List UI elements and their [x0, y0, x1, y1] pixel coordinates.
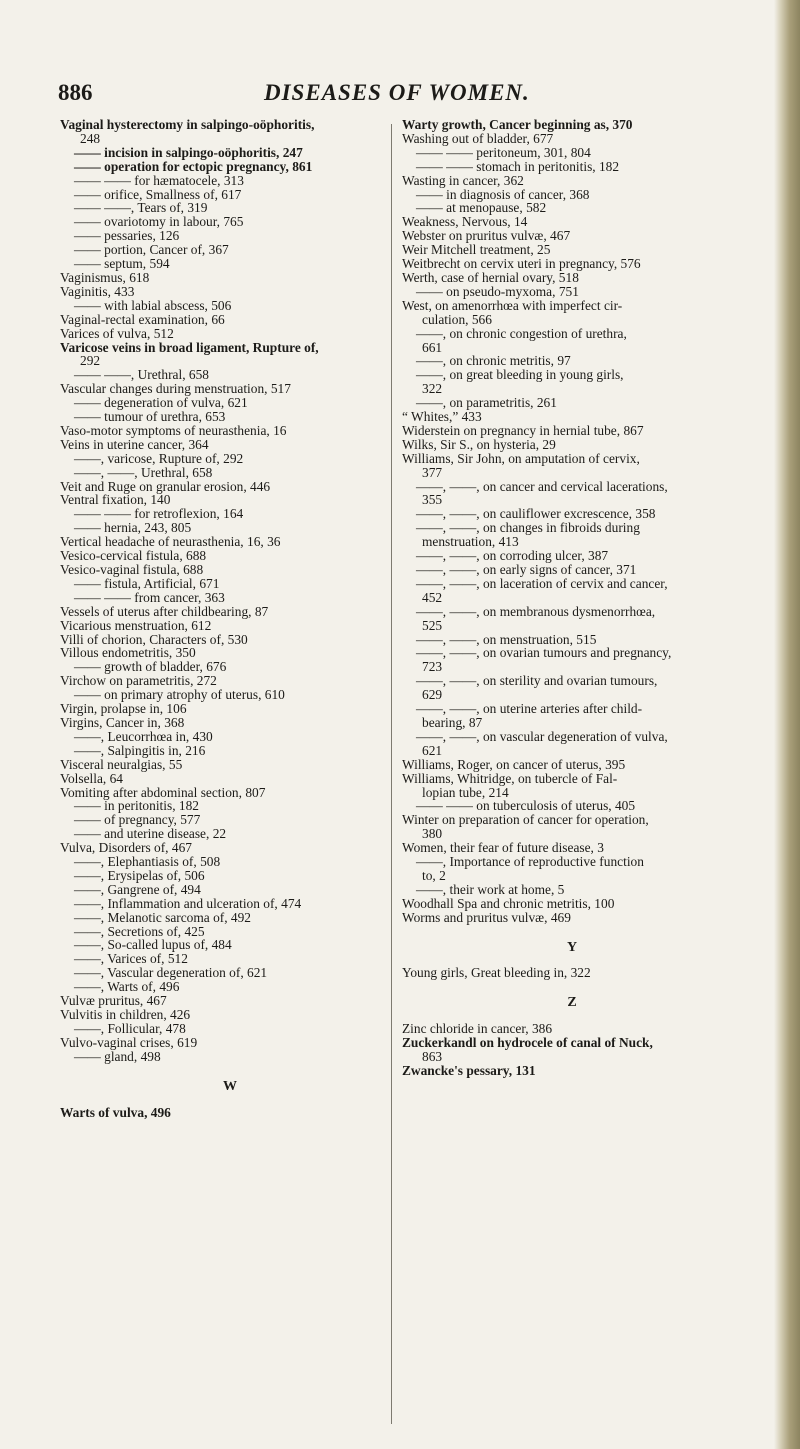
index-entry: Worms and pruritus vulvæ, 469	[402, 909, 571, 925]
index-entry: 380	[422, 826, 443, 842]
index-entry: ——, on chronic congestion of urethra,	[416, 325, 627, 341]
index-entry: ——, on great bleeding in young girls,	[416, 367, 624, 383]
index-entry: Widerstein on pregnancy in hernial tube, 867	[402, 422, 644, 438]
index-entry: ——, Gangrene of, 494	[74, 881, 201, 897]
index-entry: —— at menopause, 582	[416, 200, 547, 216]
running-title: DISEASES OF WOMEN.	[264, 80, 530, 105]
index-entry: Young girls, Great bleeding in, 322	[402, 965, 591, 981]
index-entry: ——, Warts of, 496	[74, 979, 180, 995]
index-entry: Vessels of uterus after childbearing, 87	[60, 603, 269, 619]
index-entry: —— ovariotomy in labour, 765	[74, 214, 244, 230]
index-entry: 452	[422, 589, 443, 605]
index-entry: —— ——, Urethral, 658	[74, 367, 209, 383]
page-edge-shadow	[774, 0, 800, 1449]
index-entry: Williams, Whitridge, on tubercle of Fal-	[402, 770, 618, 786]
index-entry: —— degeneration of vulva, 621	[74, 395, 248, 411]
index-entry: Ventral fixation, 140	[60, 492, 171, 508]
index-entry: ——, ——, on membranous dysmenorrhœa,	[416, 603, 656, 619]
index-entry: —— on primary atrophy of uterus, 610	[74, 687, 285, 703]
index-entry: Women, their fear of future disease, 3	[402, 840, 604, 856]
index-entry: Woodhall Spa and chronic metritis, 100	[402, 895, 615, 911]
index-entry: Volsella, 64	[60, 770, 123, 786]
index-entry: ——, Secretions of, 425	[74, 923, 205, 939]
index-entry: Vomiting after abdominal section, 807	[60, 784, 266, 800]
index-entry: Wasting in cancer, 362	[402, 172, 524, 188]
index-entry: —— on pseudo-myxoma, 751	[416, 283, 579, 299]
index-entry: —— —— for retroflexion, 164	[74, 506, 244, 522]
index-entry: —— incision in salpingo-oöphoritis, 247	[74, 144, 303, 160]
index-entry: Varicose veins in broad ligament, Rupture of,	[60, 339, 319, 355]
index-entry: ——, ——, on laceration of cervix and cancer,	[416, 575, 668, 591]
index-entry: —— hernia, 243, 805	[74, 520, 192, 536]
index-entry: Webster on pruritus vulvæ, 467	[402, 228, 571, 244]
index-entry: —— gland, 498	[74, 1048, 161, 1064]
page-number: 886	[58, 80, 93, 105]
index-column-left	[60, 118, 400, 1119]
index-entry: ——, ——, on changes in fibroids during	[416, 520, 640, 536]
index-entry: ——, ——, on vascular degeneration of vulva,	[416, 728, 668, 744]
index-entry: culation, 566	[422, 311, 492, 327]
index-entry: ——, Varices of, 512	[74, 951, 188, 967]
index-entry: 525	[422, 617, 443, 633]
index-entry: Warts of vulva, 496	[60, 1104, 171, 1120]
index-column-right	[402, 118, 742, 1078]
index-entry: 355	[422, 492, 443, 508]
index-entry: Vulva, Disorders of, 467	[60, 840, 192, 856]
index-entry: “ Whites,” 433	[402, 409, 482, 425]
index-entry: 377	[422, 464, 443, 480]
index-entry: —— —— peritoneum, 301, 804	[416, 144, 591, 160]
index-entry: —— in diagnosis of cancer, 368	[416, 186, 590, 202]
index-entry: Wilks, Sir S., on hysteria, 29	[402, 436, 556, 452]
index-entry: 621	[422, 742, 443, 758]
index-entry: ——, Erysipelas of, 506	[74, 867, 205, 883]
section-letter: Y	[566, 939, 578, 955]
index-entry: Zinc chloride in cancer, 386	[402, 1021, 553, 1037]
index-entry: ——, So-called lupus of, 484	[74, 937, 232, 953]
index-entry: bearing, 87	[422, 714, 483, 730]
index-entry: Villi of chorion, Characters of, 530	[60, 631, 248, 647]
index-entry: —— fistula, Artificial, 671	[74, 575, 220, 591]
column-divider	[391, 124, 392, 1424]
index-entry: ——, their work at home, 5	[416, 881, 565, 897]
index-entry: Washing out of bladder, 677	[402, 130, 554, 146]
index-entry: ——, ——, on ovarian tumours and pregnancy,	[416, 645, 672, 661]
index-entry: Varices of vulva, 512	[60, 325, 174, 341]
index-entry: —— pessaries, 126	[74, 228, 180, 244]
index-entry: Vulvæ pruritus, 467	[60, 993, 167, 1009]
index-entry: Warty growth, Cancer beginning as, 370	[402, 117, 633, 132]
index-entry: 322	[422, 381, 443, 397]
index-entry: ——, Melanotic sarcoma of, 492	[74, 909, 252, 925]
index-entry: Vesico-cervical fistula, 688	[60, 548, 207, 564]
index-entry: Veins in uterine cancer, 364	[60, 436, 209, 452]
index-entry: Vicarious menstruation, 612	[60, 617, 212, 633]
index-entry: —— in peritonitis, 182	[74, 798, 199, 814]
index-entry: Zwancke's pessary, 131	[402, 1063, 536, 1078]
index-entry: ——, ——, on cauliflower excrescence, 358	[416, 506, 656, 522]
index-entry: Villous endometritis, 350	[60, 645, 196, 661]
index-entry: ——, varicose, Rupture of, 292	[74, 450, 244, 466]
index-entry: Weakness, Nervous, 14	[402, 214, 528, 230]
index-entry: Weir Mitchell treatment, 25	[402, 242, 551, 258]
index-entry: 629	[422, 687, 443, 703]
index-entry: West, on amenorrhœa with imperfect cir-	[402, 297, 623, 313]
index-entry: ——, Salpingitis in, 216	[74, 742, 206, 758]
index-entry: —— and uterine disease, 22	[74, 826, 227, 842]
index-entry: menstruation, 413	[422, 534, 519, 550]
index-entry: Vulvitis in children, 426	[60, 1007, 191, 1022]
index-entry: ——, Leucorrhœa in, 430	[74, 728, 213, 744]
index-entry: Werth, case of hernial ovary, 518	[402, 269, 579, 285]
index-entry: Vascular changes during menstruation, 517	[60, 381, 291, 397]
section-letter: Z	[567, 995, 577, 1011]
index-entry: —— growth of bladder, 676	[74, 659, 227, 675]
index-entry: —— septum, 594	[74, 256, 170, 272]
index-entry: Vaginal-rectal examination, 66	[60, 311, 225, 327]
index-entry: Virchow on parametritis, 272	[60, 673, 217, 689]
index-entry: Winter on preparation of cancer for operation,	[402, 812, 649, 828]
index-entry: ——, Importance of reproductive function	[416, 854, 644, 870]
index-entry: —— —— stomach in peritonitis, 182	[416, 158, 620, 174]
index-entry: ——, on chronic metritis, 97	[416, 353, 571, 369]
index-entry: ——, ——, on uterine arteries after child-	[416, 701, 643, 717]
index-entry: Vaginal hysterectomy in salpingo-oöphoritis,	[60, 117, 315, 132]
index-entry: lopian tube, 214	[422, 784, 509, 800]
index-entry: —— tumour of urethra, 653	[74, 409, 226, 425]
index-entry: Veit and Ruge on granular erosion, 446	[60, 478, 271, 494]
index-entry: 863	[422, 1049, 443, 1065]
index-entry: —— operation for ectopic pregnancy, 861	[74, 158, 313, 174]
index-entry: ——, ——, on early signs of cancer, 371	[416, 562, 637, 577]
index-entry: —— —— on tuberculosis of uterus, 405	[416, 798, 636, 814]
index-entry: Virgins, Cancer in, 368	[60, 714, 185, 730]
index-entry: 248	[80, 130, 101, 146]
index-entry: ——, ——, on cancer and cervical lacerations,	[416, 478, 668, 494]
index-entry: Vaginitis, 433	[60, 283, 135, 299]
index-entry: Vertical headache of neurasthenia, 16, 36	[60, 534, 281, 550]
index-entry: —— of pregnancy, 577	[74, 812, 201, 828]
index-entry: ——, ——, Urethral, 658	[74, 464, 213, 480]
index-entry: —— —— from cancer, 363	[74, 589, 225, 605]
index-entry: ——, Elephantiasis of, 508	[74, 854, 221, 870]
index-entry: Zuckerkandl on hydrocele of canal of Nuck,	[402, 1035, 653, 1051]
index-entry: —— with labial abscess, 506	[74, 297, 232, 313]
index-entry: Vulvo-vaginal crises, 619	[60, 1034, 198, 1050]
index-entry: 723	[422, 659, 443, 675]
index-entry: Vaginismus, 618	[60, 269, 150, 285]
index-entry: —— orifice, Smallness of, 617	[74, 186, 242, 202]
index-entry: ——, on parametritis, 261	[416, 395, 557, 411]
index-entry: Visceral neuralgias, 55	[60, 756, 183, 772]
index-entry: ——, ——, on menstruation, 515	[416, 631, 597, 647]
index-entry: —— ——, Tears of, 319	[74, 200, 208, 216]
index-entry: ——, ——, on corroding ulcer, 387	[416, 548, 609, 564]
index-entry: Williams, Roger, on cancer of uterus, 395	[402, 756, 626, 772]
index-entry: Weitbrecht on cervix uteri in pregnancy, 576	[402, 256, 641, 272]
index-entry: Virgin, prolapse in, 106	[60, 701, 187, 717]
index-entry: ——, ——, on sterility and ovarian tumours,	[416, 673, 658, 689]
index-entry: 661	[422, 339, 443, 355]
index-entry: Williams, Sir John, on amputation of cervix,	[402, 450, 640, 466]
index-entry: ——, Follicular, 478	[74, 1020, 186, 1036]
index-entry: Vaso-motor symptoms of neurasthenia, 16	[60, 422, 287, 438]
index-entry: 292	[80, 353, 101, 369]
index-entry: ——, Vascular degeneration of, 621	[74, 965, 268, 981]
index-entry: to, 2	[422, 867, 446, 883]
index-entry: ——, Inflammation and ulceration of, 474	[74, 895, 302, 911]
index-entry: —— portion, Cancer of, 367	[74, 242, 229, 258]
index-entry: —— —— for hæmatocele, 313	[74, 172, 244, 188]
section-letter: W	[223, 1078, 237, 1094]
index-entry: Vesico-vaginal fistula, 688	[60, 562, 204, 577]
